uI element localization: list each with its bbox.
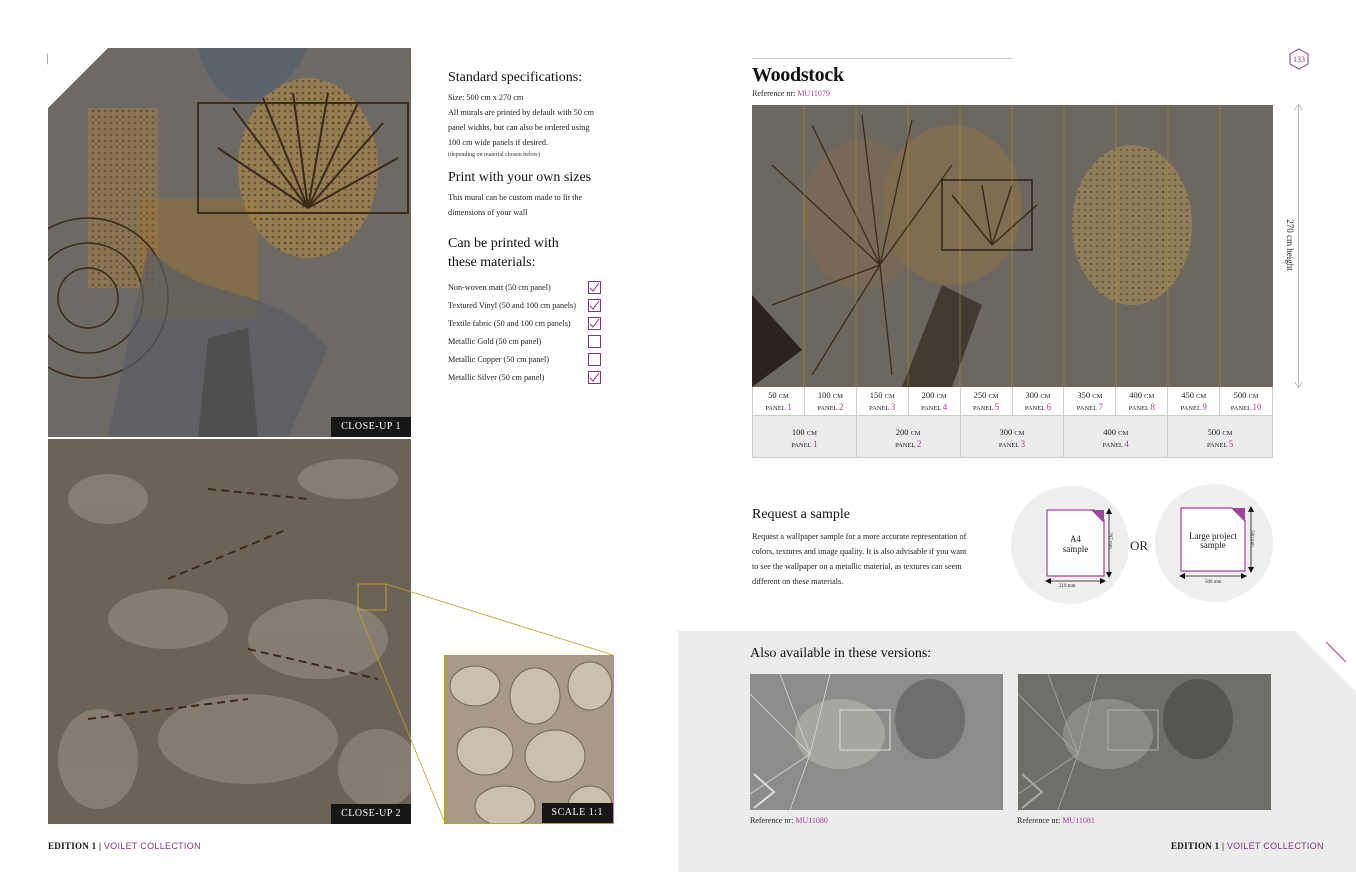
footer-edition: EDITION 1 [48,841,97,851]
version-1-image[interactable] [750,674,1003,810]
footer-separator: | [96,841,104,851]
panel-cell: 500 CM PANEL 5 [1168,416,1273,457]
large-width: 500 mm [1205,580,1222,585]
panel-cell: 300 CM PANEL 3 [961,416,1065,457]
specs-title: Standard specifications: [448,70,583,85]
material-label: Metallic Gold (50 cm panel) [448,336,542,346]
version-2-reference: Reference nr: MU11081 [1017,816,1095,825]
a4-sample-option[interactable] [1011,486,1129,604]
material-checkbox[interactable] [588,335,601,348]
panel-cell: 350 CM PANEL 7 [1064,387,1116,415]
versions-title: Also available in these versions: [750,646,932,661]
material-label: Metallic Copper (50 cm panel) [448,354,549,364]
version-1-reference: Reference nr: MU11080 [750,816,828,825]
corner-accent-icon [1324,640,1348,664]
specs-line-3: 100 cm wide panels if desired. [448,138,549,147]
custom-line-1: This mural can be custom made to fit the [448,193,583,202]
sample-title: Request a sample [752,507,850,522]
specs-line-2: panel widths, but can also be ordered using [448,123,590,132]
a4-height: 297 mm [1106,532,1112,549]
closeup-2-label: CLOSE-UP 2 [331,804,411,824]
panel-row-50 [752,387,1273,416]
panel-cell: 400 CM PANEL 8 [1116,387,1168,415]
page-number-right: 133 [1289,48,1309,70]
panel-cell: 450 CM PANEL 9 [1168,387,1220,415]
specs-size: Size: 500 cm x 270 cm [448,93,524,102]
height-label: 270 cm height [1285,219,1295,271]
material-label: Metallic Silver (50 cm panel) [448,372,545,382]
footer-separator: | [1219,841,1227,851]
panel-cell: 100 CM PANEL 2 [805,387,857,415]
product-title: Woodstock [752,64,844,86]
mural-preview [752,105,1273,387]
panel-cell: 150 CM PANEL 3 [857,387,909,415]
panel-cell: 400 CM PANEL 4 [1064,416,1168,457]
material-checkbox[interactable] [588,281,601,294]
material-row [448,296,618,314]
material-label: Non-woven matt (50 cm panel) [448,282,551,292]
a4-sample-label: A4 sample [1062,534,1089,554]
height-arrows-icon [1294,102,1303,392]
panel-cell: 500 CM PANEL 10 [1220,387,1273,415]
specifications-block [448,70,618,386]
footer-collection: VOILET COLLECTION [1226,841,1324,851]
or-separator: OR [1130,538,1149,553]
scale-image [444,655,614,824]
version-2-image[interactable] [1018,674,1271,810]
material-row [448,314,618,332]
scale-label: SCALE 1:1 [542,803,613,823]
panel-cell: 250 CM PANEL 5 [961,387,1013,415]
title-rule [752,58,1013,59]
sample-line-1: Request a wallpaper sample for a more accurate representation of [752,532,967,541]
sample-line-2: colors, textures and image quality. It is also advisable if you want [752,547,967,556]
sample-line-3: to see the wallpaper on a metallic material, as textures can seem [752,562,962,571]
panel-cell: 300 CM PANEL 6 [1013,387,1065,415]
product-ref-code: MU11079 [797,89,830,98]
material-row [448,278,618,296]
footer-left [48,841,201,851]
large-sample-option[interactable] [1155,484,1273,602]
large-height: 500 mm [1248,530,1254,547]
material-checkbox[interactable] [588,353,601,366]
custom-title: Print with your own sizes [448,170,592,185]
version-2-ref-code: MU11081 [1062,816,1095,825]
custom-line-2: dimensions of your wall [448,208,528,217]
footer-right [1171,841,1324,851]
large-sample-label: Large project sample [1188,531,1238,550]
material-checkbox[interactable] [588,317,601,330]
panel-row-100 [752,416,1273,458]
material-label: Textured Vinyl (50 and 100 cm panels) [448,300,576,310]
closeup-1-label: CLOSE-UP 1 [331,417,411,437]
material-checkbox[interactable] [588,371,601,384]
material-row [448,350,618,368]
specs-note: (depending on material chosen below) [448,152,540,158]
panel-cell: 50 CM PANEL 1 [753,387,805,415]
product-reference: Reference nr: MU11079 [752,89,830,98]
material-label: Textile fabric (50 and 100 cm panels) [448,318,571,328]
materials-list [448,278,618,386]
material-checkbox[interactable] [588,299,601,312]
panel-cell: 100 CM PANEL 1 [753,416,857,457]
sample-block [752,507,992,589]
material-row [448,332,618,350]
specs-line-1: All murals are printed by default with 50 cm [448,108,594,117]
materials-title-2: these materials: [448,255,536,270]
materials-title-1: Can be printed with [448,236,559,251]
sample-line-4: different on these materials. [752,577,844,586]
footer-collection: VOILET COLLECTION [103,841,201,851]
material-row [448,368,618,386]
panel-cell: 200 CM PANEL 2 [857,416,961,457]
footer-edition: EDITION 1 [1171,841,1220,851]
panel-cell: 200 CM PANEL 4 [909,387,961,415]
version-1-ref-code: MU11080 [795,816,828,825]
a4-width: 210 mm [1059,584,1076,589]
